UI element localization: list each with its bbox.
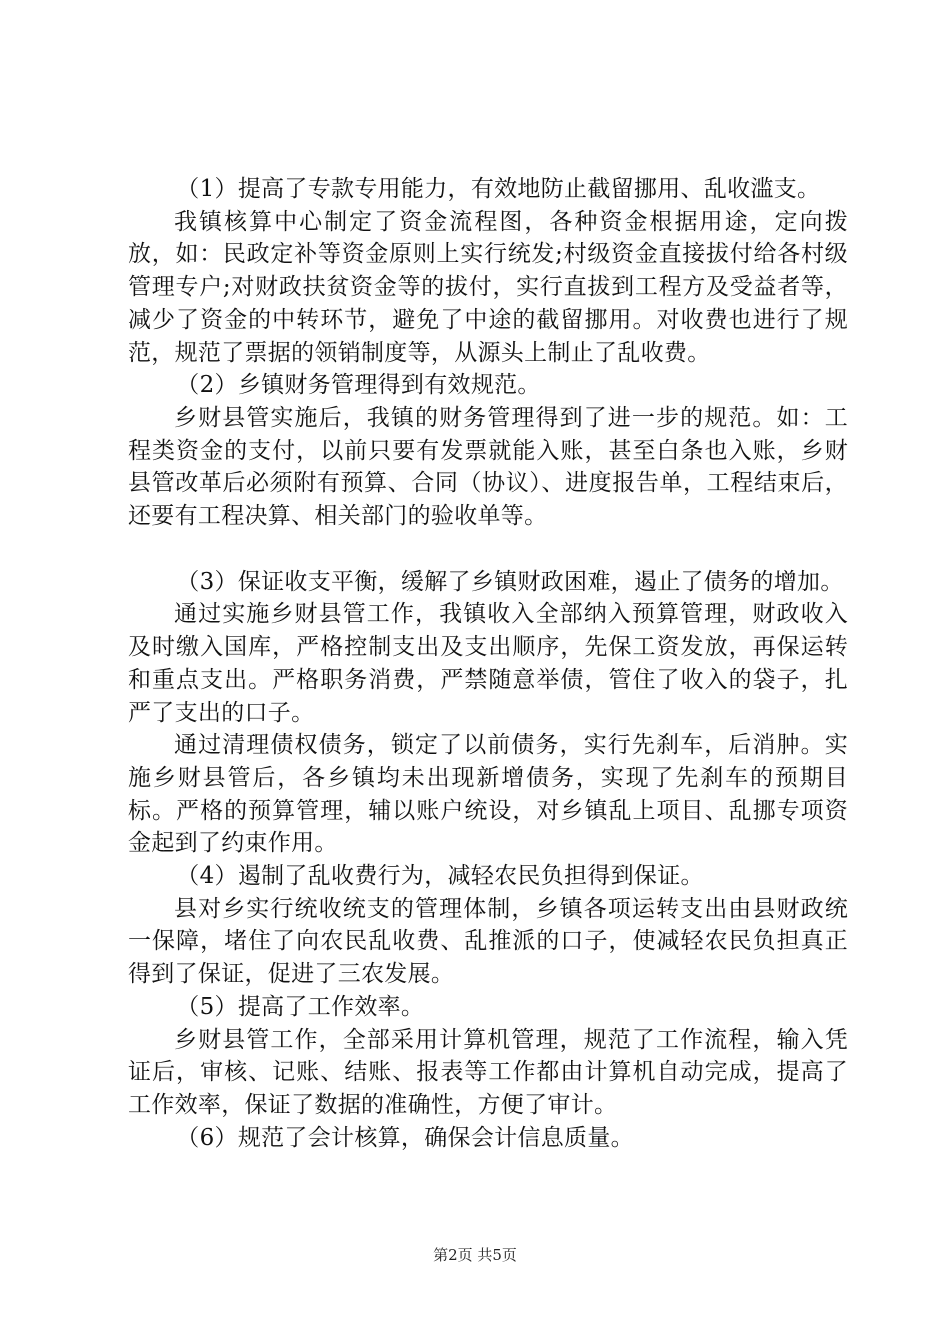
section-heading-2: （2）乡镇财务管理得到有效规范。 [176, 372, 541, 399]
section-heading-4: （4）遏制了乱收费行为，减轻农民负担得到保证。 [176, 863, 704, 890]
paragraph-gap [128, 533, 848, 566]
section-heading-5: （5）提高了工作效率。 [176, 993, 425, 1020]
section-heading-3: （3）保证收支平衡，缓解了乡镇财政困难，遏止了债务的增加。 [176, 568, 844, 595]
body-paragraph: 我镇核算中心制定了资金流程图，各种资金根据用途，定向拨放，如：民政定补等资金原则上实行统发;村级资金直接拔付给各村级管理专户;对财政扶贫资金等的拔付，实行直拔到工程方及受益者等，减少了资金的中转环节，避免了中途的截留挪用。对收费也进行了规范，规范了票据的领销制度等，从源头上制止了乱收费。 [128, 208, 848, 366]
body-paragraph: 通过清理债权债务，锁定了以前债务，实行先刹车，后消肿。实施乡财县管后，各乡镇均未出现新增债务，实现了先刹车的预期目标。严格的预算管理，辅以账户统设，对乡镇乱上项目、乱挪专项资金起到了约束作用。 [128, 732, 848, 857]
body-paragraph: 通过实施乡财县管工作，我镇收入全部纳入预算管理，财政收入及时缴入国库，严格控制支出及支出顺序，先保工资发放，再保运转和重点支出。严格职务消费，严禁随意举债，管住了收入的袋子，扎严了支出的口子。 [128, 601, 848, 726]
document-body [128, 173, 848, 1154]
section-heading-1: （1）提高了专款专用能力，有效地防止截留挪用、乱收滥支。 [176, 176, 821, 202]
body-paragraph: 乡财县管工作，全部采用计算机管理，规范了工作流程，输入凭证后，审核、记账、结账、报表等工作都由计算机自动完成，提高了工作效率，保证了数据的准确性，方便了审计。 [128, 1026, 848, 1118]
page-number-footer: 第2页 共5页 [433, 1246, 517, 1264]
body-paragraph: 乡财县管实施后，我镇的财务管理得到了进一步的规范。如：工程类资金的支付，以前只要有发票就能入账，甚至白条也入账，乡财县管改革后必须附有预算、合同（协议）、进度报告单，工程结束后，还要有工程决算、相关部门的验收单等。 [128, 404, 848, 530]
body-paragraph: 县对乡实行统收统支的管理体制，乡镇各项运转支出由县财政统一保障，堵住了向农民乱收费、乱推派的口子，使减轻农民负担真正得到了保证，促进了三农发展。 [128, 895, 848, 988]
section-heading-6: （6）规范了会计核算，确保会计信息质量。 [176, 1124, 634, 1151]
